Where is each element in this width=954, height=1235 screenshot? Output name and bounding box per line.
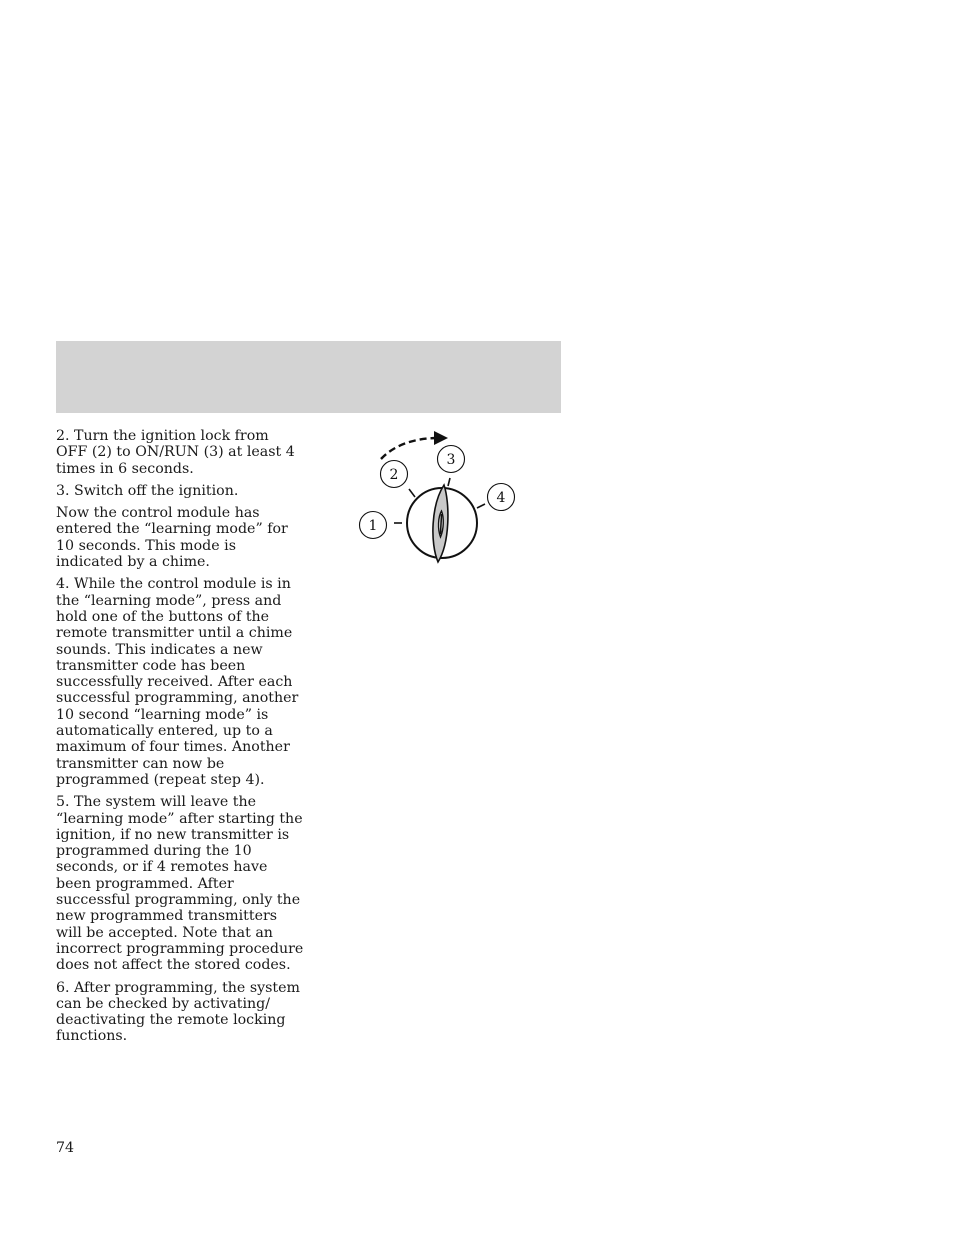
arrow-head-icon [434, 431, 448, 445]
tick-position-3 [448, 478, 450, 486]
paragraph-step-2: 2. Turn the ignition lock from OFF (2) to ON/RUN (3) at least 4 times in 6 seconds. [56, 428, 295, 477]
paragraph-step-4: 4. While the control module is in the “learning mode”, press and hold one of the buttons of the remote transmitter until a chime sounds. This indicates a new transmitter code has been successfully received. After each successful programming, another 10 second “learning mode” is automatically entered, up to a maximum of four times. Another transmitter can now be programmed (repeat step 4). [56, 576, 299, 788]
instruction-text-column [56, 428, 304, 1051]
key-slot-line [441, 514, 442, 534]
position-label-4: 4 [496, 490, 506, 506]
position-label-3: 3 [446, 452, 456, 468]
page-number: 74 [56, 1140, 75, 1156]
tick-position-2 [409, 489, 415, 497]
paragraph-step-5: 5. The system will leave the “learning mode” after starting the ignition, if no new transmitter is programmed during the 10 seconds, or if 4 remotes have been programmed. After successful programming, only the new programmed transmitters will be accepted. Note that an incorrect programming procedure does not affect the stored codes. [56, 794, 304, 974]
tick-position-4 [477, 504, 485, 508]
paragraph-step-3: 3. Switch off the ignition. [56, 482, 239, 499]
position-label-2: 2 [389, 467, 399, 483]
paragraph-step-6: 6. After programming, the system can be checked by activating/ deactivating the remote locking functions. [56, 979, 300, 1045]
rotation-arrow-icon [381, 438, 436, 459]
ignition-lock-diagram [352, 425, 532, 570]
section-header-band [56, 341, 561, 413]
position-label-1: 1 [368, 518, 378, 534]
paragraph-learning-mode: Now the control module has entered the “learning mode” for 10 seconds. This mode is indicated by a chime. [56, 505, 288, 571]
